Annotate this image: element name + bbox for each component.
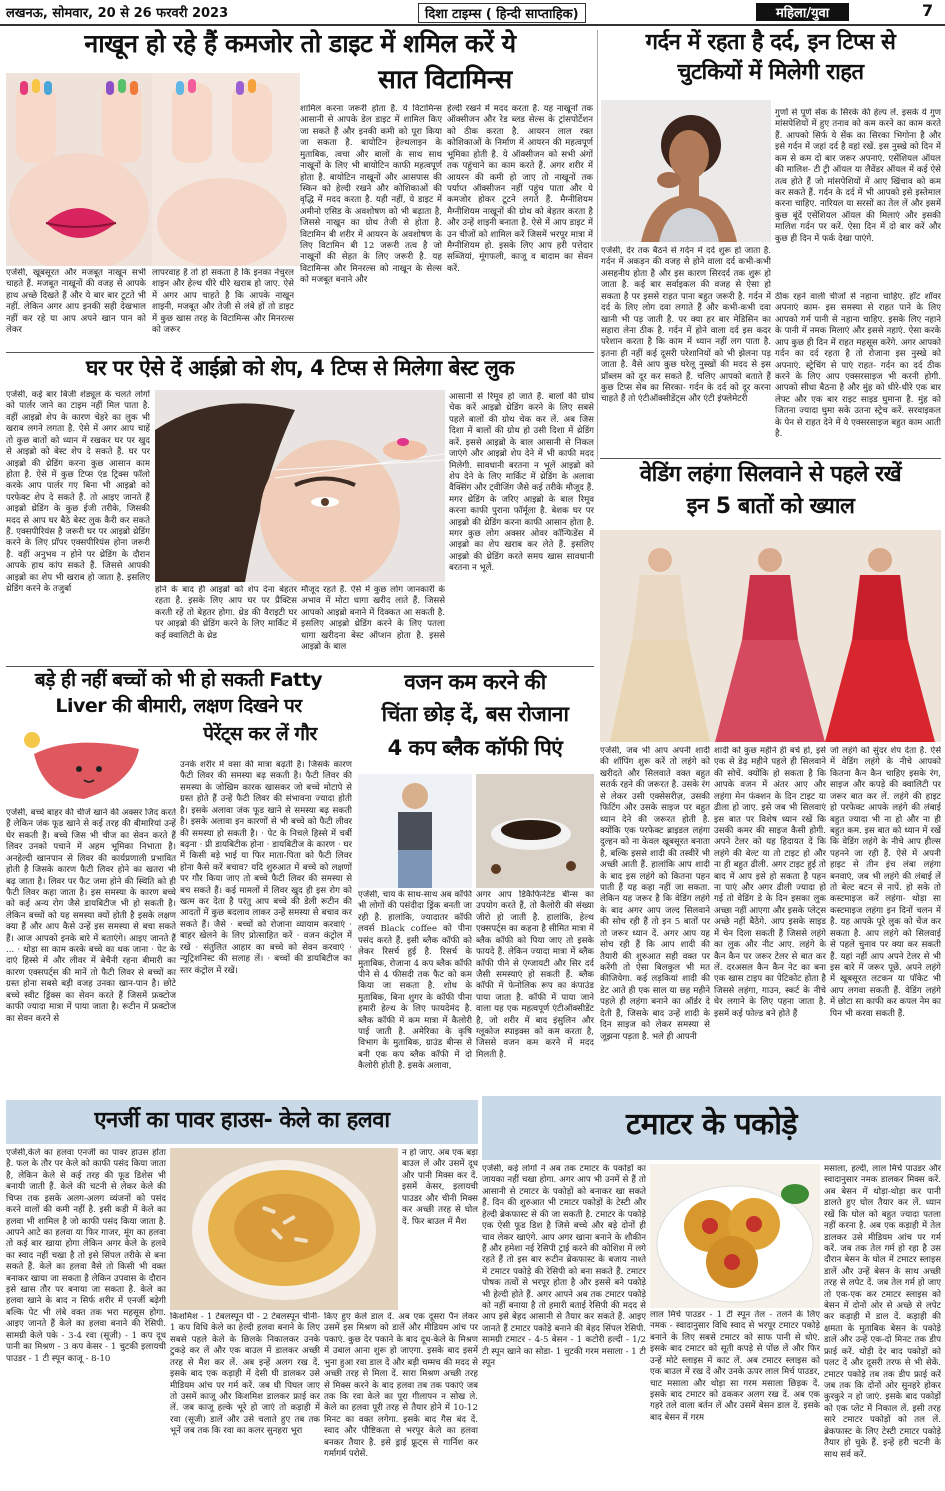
liver-col-2: उनके शरीर में वसा की मात्रा बढ़ती है। जिसके कारण फैटी लिवर की समस्या बढ़ सकती है। फैटी लिवर की समस्या के जोखिम कारक खासकर जो बच्चे मोटापे से ग्रस्त होते हैं उन्हें फैटी लिवर की संभावना ज्यादा होती है। इसके अलावा जंक फूड खाने से समस्या बढ़ सकती है। इसके अलावा इन कारणों से भी बच्चे को फैटी लीवर की समस्या हो सकती है। · पेट के निचले हिस्से में चर्बी बढ़ना · प्री डायबिटीक होना · डायबिटीज के कारण · घर में किसी बड़े भाई या फिर माता-पिता को फैटी लिवर होना कैसे करें बचाव? यदि शुरुआत में बच्चे को लक्षणों पर गौर किया जाए तो बच्चे फैटी लिवर की समस्या से बच सकते हैं। कई मामलों में लिवर खुद ही इस रोग को खत्म कर देता है परंतु आप बच्चे की डेली रूटीन की आदतों में कुछ बदलाव लाकर उन्हें समस्या से बचाव कर सकते हैं। जैसे · बच्चों को रोजाना व्यायाम करवाएं · बाहर खेलने के लिए प्रोत्साहित करें · वजन कंट्रोल में रखें · संतुलित आहार का बच्चे को सेवन करवाएं · न्यूट्रिशनिस्ट की सलाह लें। · बच्चों की डायबिटीज का स्तर कंट्रोल में रखें। bbox=[180, 760, 352, 976]
lehenga-col-3: जो लहंगे को सुंदर शेप देता है. ऐसे में वेडिंग लहंगे के नीचे आपको कितना कैन कैन चाहिए इसके रंग, साइज और कपड़े की क्वालिटी पर जरूर बात कर लें. लहंगे की हाइट हो परफेक्ट आपके लहंगे की लंबाई बहुत ज्यादा भी ना हो और ना ही बहुत कम. इस बात को ध्यान में रखें कि वेडिंग लहंगे के नीचे आप हील्स पहनने जा रही हैं. ऐसे में अपनी हाइट से तीन इंच लंबा लहंगा बनवाएं, जब भी लहंगे की लंबाई लें तो बेल्ट बटन से नापें. हो सके तो कस्टमाइज करें लहंगा- थोड़ा सा कस्टमाइज लहंगा इन दिनों चलन में है. यह आपके पूरे लुक को चेंज कर सकता है. आप लहंगे को सिलवाई से पहले चुनाव पर क्या कर सकती हैं. यहां नहीं आप अपने टेलर से भी इस बारे में जरूर पूछें. अपने लहंगे में खूबसूरत लटकन या पॉकेट भी आप लगवा सकती हैं. वेडिंग लहंगे में छोटा सा काफी कर कपल नेम का पिन भी करवा सकती हैं. bbox=[830, 746, 941, 1019]
neck-headline-2: चुटकियों में मिलेगी राहत bbox=[677, 60, 864, 85]
banana-headline: एनर्जी का पावर हाउस- केले का हलवा bbox=[94, 1108, 390, 1133]
nails-photo bbox=[6, 73, 152, 266]
tomato-col-2: लाल मिर्च पाउडर - 1 टी स्पून तेल - तलने के लिए नमक - स्वादानुसार विधि स्वाद से भरपूर टमाटर पकोड़े बनाने के लिए सबसे टमाटर को साफ पानी से धोएं. इसके बाद टमाटर को सूती कपड़े से पोंछ लें और फिर उन्हें मोटे स्लाइस में काट लें. अब टमाटर स्लाइस को एक बाउल में रख दें और उनके ऊपर लाल मिर्च पाउडर, चाट मसाला और थोड़ा सा गरम मसाला छिड़क दें. इसके बाद टमाटर को ढककर अलग रख दें. अब एक गहरे तले वाला बर्तन लें और उसमें बेसन डाल दें. इसके बाद बेसन में गरम bbox=[650, 1310, 820, 1423]
pakoda-photo bbox=[650, 1164, 820, 1308]
nails-col-4: हेल्दी रखने में मदद करता है. यह नाखूनों तक ऑक्सीजन और रेड ब्लड सेल्स के ट्रांसपोर्टेशन को ठीक करता है. आयरन लाल रक्त कोशिकाओं के निर्माण में आयरन की महत्वपूर्ण भूमिका होती है. ये ऑक्सीजन को सभी अंगों तक पहुंचाने का काम करते हैं. अगर शरीर में आयरन की कमी हो जाए तो नाखूनों तक पर्याप्त ऑक्सीजन नहीं पहुंच पाता और ये कमजोर होकर टूटने लगते हैं. मैग्नीशियम मैग्नीशियम नाखूनों की ग्रोथ को बेहतर करता है और उन्हें शाइनी बनाता है. ऐसे में आप डाइट में उन चीजों को शामिल करें जिसमें भरपूर मात्रा में मैग्नीशियम हो. इसके लिए आप हरी पत्तेदार सब्जियां, मूंगफली, काजू व बादाम का सेवन करें. bbox=[447, 104, 593, 274]
dateline: लखनऊ, सोमवार, 20 से 26 फरवरी 2023 bbox=[6, 6, 229, 21]
coffee-headline: वजन कम करने की bbox=[404, 670, 546, 694]
nails-headline-2: सात विटामिन्स bbox=[378, 65, 512, 95]
masthead-bar bbox=[0, 0, 945, 26]
coffee-headline-3: 4 कप ब्लैक कॉफी पिएं bbox=[387, 736, 563, 760]
liver-headline: बड़े ही नहीं बच्चों को भी हो सकती Fatty bbox=[34, 669, 323, 691]
masthead: दिशा टाइम्स ( हिन्दी साप्ताहिक) bbox=[418, 3, 586, 23]
banana-col-3a: न हो जाए. अब एक बड़ा बाउल लें और उसमें दूध और पानी मिक्स कर दें. इसमें केसर, इलायची पाउडर और चीनी मिक्स कर अच्छी तरह से घोल दें. फिर बाउल में मैश bbox=[402, 1148, 478, 1227]
rule bbox=[600, 458, 941, 459]
lehenga-col-2: शादी को कुछ महीने ही बचे हो, इसे एक से डेढ़ महीने पहले ही सिलवाने की सोचें. क्योंकि हो सकता है कि आपके वजन में अंतर आए और लहंगा मेन फंक्शन के दिन टाइट या ढीला हो जाए. इसे जब भी सिलवाएं इस बात पर विशेष ध्यान रखें कि उसकी कमर की साइज कैसी होगी. अपने टेलर को यह हिदायत दें कि लहंगे की बेल्ट या तो टाइट हो और ना ही बहुत ढीली. अगर टाइट हुई तो बाद में आप इसे हो सकता है पहन ना पाएं और अगर ढीली ज्यादा हो गई तो वेडिंग डे के दिन इसका लुक अच्छा नहीं आएगा और इसके प्लेट्स अच्छे नहीं बैठेंगे. आप इसके साइड में चेन दिला सकती हैं जिससे लहंगे का लुक और नीट आए. लहंगे के कैन कैन पर जरूर टेलर से बात कर लें. दरअसल कैन कैन नेट का बना एक खास टाइप का पेटिकोट होता है जिससे लहंगा, गाउन, स्कर्ट के नीचे घेर लगाने के लिए पहना जाता है. इसमें कई फोल्ड बने होते हैं bbox=[714, 746, 826, 1019]
eyebrow-headline: घर पर ऐसे दें आईब्रो को शेप, 4 टिप्स से मिलेगा बेस्ट लुक bbox=[86, 356, 514, 380]
nails-col-3: शामिल करना जरूरी होता है. ये विटामिन्स आसानी से आपके डेल डाइट में शामिल किए जा सकते हैं और इनकी कमी को पूरा किया जा सकता है. बायोटिन हेल्थलाइन के मुताबिक, त्वचा और बालों के साथ साथ नाखूनों के लिए भी बायोटिन काफी महत्वपूर्ण होता है. बायोटिन नाखूनों और आसपास की स्किन को हेल्दी रखने और कोशिकाओं की वृद्धि में मदद करता है. यही नहीं, ये डाइट में अमीनो एसिड के अवशोषण को भी बढ़ाता है, जिससे नाखून का ग्रोथ तेजी से होता है. विटामिन बी शरीर में आयरन के अवशोषण के लिए विटामिन बी 12 जरूरी तत्व है जो नाखूनों की सेहत के लिए जरूरी है. यह विटामिन्स और मिनरल्स को नाखून के सेल्स को मजबूत बनाने और bbox=[300, 104, 442, 286]
halwa-photo bbox=[170, 1148, 398, 1310]
eyebrow-col-1: एजेंसी, कई बार बिजी शेड्यूल के चलते लोगों को पार्लर जाने का टाइम नहीं मिल पाता है. वहीं आइब्रो शेप के कारण चेहरे का लुक भी खराब लगने लगता है. ऐसे में अगर आप चाहें तो कुछ बातों को ध्यान में रखकर घर पर खुद से आइब्रो को बेस्ट शेप दे सकते हैं. घर पर आइब्रो की थ्रेडिंग करना कुछ आसान काम होता है. ऐसे में कुछ टिप्स एंड ट्रिक्स फॉलो करके आप पार्लर गए बिना भी आइब्रो को परफेक्ट शेप दे सकते हैं. तो आइए जानते हैं आइब्रो थ्रेडिंग के कुछ ईजी तरीके, जिसकी मदद से आप घर बैठे बेस्ट लुक कैरी कर सकते हैं. एक्सपीरियंस है जरूरी घर पर आइब्रो थ्रेडिंग करने के लिए प्रॉपर एक्सपीरियंस होना जरूरी है. वहीं अनुभव न होने पर थ्रेडिंग के दौरान आपके हाथ कांप सकते हैं. जिससे आपकी आइब्रो का शेप भी खराब हो जाता है. इसलिए थ्रेडिंग करने के तजुर्बा bbox=[6, 390, 150, 595]
eyebrow-col-3: मौजूद रहते हैं. ऐसे में कुछ लोग जानकारी के अभाव में मोटा धागा खरीद लाते हैं. जिससे आपको आइब्रो बनाने में दिक्कत आ सकती है. इसलिए आइब्रो थ्रेडिंग करने के लिए पतला धागा खरीदना बेस्ट ऑप्शन होता है. इससे आइब्रो के बाल bbox=[301, 585, 445, 653]
column-divider bbox=[597, 30, 598, 460]
nails-photo-right bbox=[152, 73, 300, 266]
neck-col-right: ठीक रहने वाली चीजों से नहाना चाहिए. हॉट शॉवर अपनाएं काम- इस समस्या से राहत पाने के लिए आपको गर्म पानी से नहाना चाहिए. इसके लिए नहाने के पानी में नमक मिलाएं और इससे नहाएं. ऐसा करके आप कुछ ही दिन में राहत महसूस करेंगे. अगर आपको गर्दन का दर्द रहता है तो रोजाना इस नुस्खे को अपनाएं. स्ट्रेचिंग से पाएं राहत- गर्दन का दर्द ठीक करने के लिए आप एक्सरसाइज भी करनी होगी. आपको सीधा बैठना है और मुंह को धीरे-धीरे एक बार लेफ्ट और एक बार राइट साइड घुमाना है. मुंह को जितना ज्यादा घुमा सके उतना स्ट्रेच करें. सरवाइकल के पेन से राहत देने में ये एक्सरसाइज बहुत काम आती है. bbox=[775, 292, 941, 440]
banana-col-1: एजेंसी,केले का हलवा एनर्जी का पावर हाउस होता है. फल के तौर पर केले को काफी पसंद किया जाता है, लेकिन केले से कई तरह की फूड डिशेस भी बनायी जाती हैं. केले की चटनी से लेकर केले की चिप्स तक इसके अलग-अलग व्यंजनों को पसंद करने वालों की कमी नहीं है. इसी कड़ी में केले का हलवा भी शामिल है जो काफी पसंद किया जाता है. आपने आटे का हलवा या फिर गाजर, मूंग का हलवा तो कई बार खाया होगा लेकिन अगर केले के हलवे का स्वाद नहीं चखा है तो इसे सिंपल तरीके से बना सकते हैं. केले का हलवा वैसे तो किसी भी वक्त बनाकर खाया जा सकता है लेकिन उपवास के दौरान इसे खास तौर पर बनाया जा सकता है. केले का हलवा खाने के बाद न सिर्फ शरीर में एनर्जी बढ़ेगी बल्कि पेट भी लंबे वक्त तक भरा महसूस होगा. आइए जानते हैं केले का हलवा बनाने की रेसिपी. सामग्री केले पके - 3-4 रवा (सूजी) - 1 कप दूध पानी का मिश्रण - 3 कप केसर - 1 चुटकी इलायची पाउडर - 1 टी स्पून काजू - 8-10 bbox=[6, 1148, 166, 1364]
coffee-headline-2: चिंता छोड़ दें, बस रोजाना bbox=[381, 702, 569, 726]
coffee-photo-right bbox=[476, 774, 594, 888]
lehenga-headline: वेडिंग लहंगा सिलवाने से पहले रखें bbox=[639, 462, 902, 487]
page-number: 7 bbox=[922, 1, 934, 20]
nails-col-2: लापरवाह है तो हो सकता है कि इनका नेचुरल शाइन और हेल्थ धीरे धीरे खराब हो जाए. ऐसे में अगर आप चाहते है कि आपके नाखून शाइनी, मजबूत और तेजी से लंबे हों तो डाइट में कुछ खास तरह के विटामिन्स और मिनरल्स को जरूर bbox=[152, 268, 294, 336]
nails-headline: नाखून हो रहे हैं कमजोर तो डाइट में शमिल करें ये bbox=[84, 29, 516, 58]
coffee-photo-left bbox=[358, 774, 472, 888]
eyebrow-col-2: होने के बाद ही आइब्रो को शेप देना बेहतर रहता है. इसके लिए आप घर पर प्रैक्टिस करती रहें तो बेहतर होगा. थ्रेड की वैराइटी घर पर आइब्रो की थ्रेडिंग करने के लिए मार्किट में कई क्वालिटी के थ्रेड bbox=[155, 585, 297, 641]
banana-col-2: किशमिश - 1 टेबलस्पून घी - 2 टेबलस्पून चीनी- 1 कप विधि केले का हेल्दी हलवा बनाने के लिए सबसे पहले केले के छिलके निकालकर उनके टुकड़े कर लें और एक बाउल में डालकर अच्छी तरह से मैश कर लें. अब इन्हें अलग रख दें. इसके बाद एक कड़ाही में देसी घी डालकर उसे मीडियम आंच पर गर्म करें. जब घी पिघल जाए तो उसमें काजू और किशमिश डालकर फ्राई कर लें. जब काजू हल्के भूरे हो जाएं तो कड़ाही में रवा (सूजी) डालें और उसे चलाते हुए तब तक भूनें जब तक कि रवा का कलर सुनहरा भूरा bbox=[170, 1312, 320, 1437]
neck-headline: गर्दन में रहता है दर्द, इन टिप्स से bbox=[645, 30, 896, 55]
section-label: महिला/युवा bbox=[756, 3, 849, 21]
nails-col-1: एजेंसी, खूबसूरत और मजबूत नाखून सभी चाहते हैं. मजबूत नाखूनों की वजह से आपके हाथ अच्छे दिखते हैं और ये बार बार टूटते भी नहीं. लेकिन अगर आप इनकी सही देखभाल नहीं कर रहे या आप अपने खान पान को लेकर bbox=[6, 268, 146, 336]
tomato-headline: टमाटर के पकोड़े bbox=[625, 1107, 798, 1142]
liver-headline-2: Liver की बीमारी, लक्षण दिखने पर bbox=[55, 695, 302, 717]
lehenga-headline-2: इन 5 बातों को ख्याल bbox=[686, 494, 855, 519]
neck-photo bbox=[601, 100, 771, 242]
rule bbox=[6, 666, 594, 667]
lehenga-col-1: एजेंसी, जब भी आप अपनी शादी की शॉपिंग शुरू करें तो लहंगे को खरीदते और सिलवाते वक्त बहुत सतर्क रहने की जरूरत है. उसके रंग से लेकर उसी एक्सेसरीज़, उसकी फिटिंग और उसके साइज पर बहुत ध्यान देने की जरूरत होती है. क्योंकि एक परफेक्ट ब्राइडल लहंगा दुल्हन को ना केवल खूबसूरत बनाता है, बल्कि इससे शादी की तस्वीरें भी अच्छी आती हैं. हालांकि आप शादी के बाद इस लहंगे को कितना पहन पाती हैं यह कहा नहीं जा सकता. लेकिन यह जरूर है कि वेडिंग लहंगे के बाद अगर आप जल्द सिलवाने की सोच रही हैं तो इन 5 बातों पर तो जरूर ध्यान दें. अगर आप यह सोच रही हैं कि आप शादी की तैयारी की शुरुआत सही वक्त पर करेंगी तो ऐसा बिलकुल भी मत कीजियेगा. कई लड़कियां शादी की डेट आते ही एक साल या छह महीने पहले ही लहंगा बनाने का ऑर्डर दे देती हैं, जिसके बाद उन्हें शादी के दिन साइज को लेकर समस्या से जूझना पड़ता है. भले ही आपनी bbox=[600, 746, 710, 1042]
tomato-col-1: एजेंसी, कई लोगों ने अब तक टमाटर के पकोड़ों का जायका नहीं चखा होगा. अगर आप भी उनमें से हैं तो आसानी से टमाटर के पकोड़ों को बनाकर खा सकते हैं. दिन की शुरुआत भी टमाटर पकोड़ों के टेस्टी और हेल्दी ब्रेकफास्ट से की जा सकती है. टमाटर के पकोड़े एक ऐसी फूड डिश है जिसे बच्चे और बड़े दोनों ही चाव लेकर खाएंगे. आप अगर खाना बनाने के शौकीन हैं और हमेशा नई रेसिपी ट्राई करने की कोशिश में लगे रहते हैं तो इस बार रूटीन ब्रेकफास्ट के बजाय नाश्ते में टमाटर पकोड़े की रेसिपी को बना सकते हैं. टमाटर पोषक तत्वों से भरपूर होता है और इससे बने पकोड़े भी हेल्दी होते हैं. अगर आपने अब तक टमाटर पकोड़े को नहीं बनाया है तो हमारी बताई रेसिपी की मदद से आप इसे बेहद आसानी से तैयार कर सकते हैं. आइए जानते हैं टमाटर पकोड़े बनाने की बेहद सिंपल रेसिपी. सामग्री टमाटर - 4-5 बेसन - 1 कटोरी हल्दी - 1/2 टी स्पून खाने का सोडा- 1 चुटकी गरम मसाला - 1 टी स्पून bbox=[482, 1164, 646, 1369]
neck-col-top: गुणों से पूर्ण सेंक के सिरके की हेल्प लें. इसके ये गुण मांसपेशियों में हुए तनाव को कम करने का काम करते हैं. आपको सिर्फ ये सेंक का सिरका भिगोना है और इसे गर्दन में जहां दर्द है वहां रखें. इस नुस्खे को दिन में कम से कम दो बार जरूर अपनाएं. एसेंशियल ऑयल की मालिश- टी ट्री ऑयल या लैवेंडर ऑयल में कई ऐसे तत्व होते हैं जो मांसपेशियों में आए खिंचाव को कम कर सकते हैं. गर्दन के दर्द में भी आपको इसे इस्तेमाल करना चाहिए. नारियल या सरसों का तेल लें और इसमें कुछ बूंदें एसेंशियल ऑयल की मिलाएं और इसकी मालिश गर्दन पर करें. ऐसा दिन में दो बार करें और कुछ ही दिन में फर्क देखा पाएंगे. bbox=[775, 108, 941, 244]
liver-illustration bbox=[14, 724, 154, 806]
neck-col-left: एजेंसी, देर तक बैठने से गर्दन में दर्द शुरू हो जाता है. गर्दन में अकड़न की वजह से होने वाला दर्द कभी-कभी असहनीय होता है और इस कारण सिरदर्द तक शुरू हो जाता है. कई बार सर्वाइकल की वजह से ऐसा हो सकता है पर इससे राहत पाना बहुत जरूरी है. गर्दन में दर्द के लिए लोग दवा लगाते हैं और कभी-कभी दवा खानी भी पड़ जाती है. पर क्या हर बार मेडिसिन का सहारा लेना ठीक है. गर्दन में होने वाला दर्द इस कदर परेशान करता है कि काम में ध्यान नहीं लग पाता है. इतना ही नहीं कई दूसरी परेशानियों को भी झेलना पड़ जाता है. वैसे आप कुछ घरेलू नुस्खों की मदद से इस प्रॉब्लम को दूर कर सकते हैं. चलिए आपको बताते हैं कुछ टिप्स सेब का सिरका- गर्दन के दर्द को दूर करना चाहते हैं तो एंटीऑक्सीडेंट्स और एंटी इंफ्लेमेटरी bbox=[601, 246, 771, 405]
eyebrow-col-4: आसानी से रिमूव हो जाते हैं. बालों की ग्रोथ चेक करें आइब्रो थ्रेडिंग करने के लिए सबसे पहले बालों की ग्रोथ चेक कर लें. अब जिस दिशा में बालों की ग्रोथ हो उसी दिशा में थ्रेडिंग करें. इससे आइब्रो के बाल आसानी से निकल जाएंगे और आइब्रो शेप देने में भी काफी मदद मिलेगी. सावधानी बरतना न भूलें आइब्रो को शेप देने के लिए मार्किट में थ्रेडिंग के अलावा वैक्सिंग और ट्वीजिंग जैसे कई तरीके मौजूद हैं. मगर थ्रेडिंग के जरिए आइब्रो के बाल रिमूव करना काफी पुराना फॉर्मूला है. बेशक घर पर आइब्रो की थ्रेडिंग करना काफी आसान होता है. मगर कुछ लोग अक्सर ओवर कॉन्फिडेंस में आइब्रो का शेप खराब कर लेते हैं. इसलिए आइब्रो की थ्रेडिंग करते समय खास सावधानी बरतना न भूलें. bbox=[449, 392, 594, 574]
coffee-col-1: एजेंसी, चाय के साथ-साथ अब कॉफी भी लोगों की पसंदीदा ड्रिंक बनती जा रही है. हालांकि, ज्यादातर कॉफी लवर्स Black coffee को पीना पसंद करते हैं. इसी ब्लैक कॉफी को लेकर रिसर्च हुई है. रिसर्च के मुताबिक, रोजाना 4 कप ब्लैक कॉफी पीने से 4 फीसदी तक फैट को कम किया जा सकता है. शोध के मुताबिक, बिना शुगर के कॉफी पीना हमारी हेल्थ के लिए फायदेमंद है. ब्लैक कॉफी में कम मात्रा में कैलोरी पाई जाती है. अमेरिका के कृषि विभाग के मुताबिक, ग्राउंड बीन्स से बनी एक कप ब्लैक कॉफी में दो कैलोरी होती है. इसके अलावा, bbox=[358, 890, 472, 1072]
banana-col-3b: किए हुए केले डाल दें. अब एक दूसरा पैन लेकर उसमें इस मिश्रण को डालें और मीडियम आंच पर पकाएं. कुछ देर पकाने के बाद दूध-केले के मिश्रण में उबाल आना शुरू हो जाएगा. इसके बाद इसमें भुना हुआ रवा डाल दें और बड़ी चम्मच की मदद से अच्छी तरह से मिला दें. सारा मिश्रण अच्छी तरह से मिक्स करने के बाद हलवा तब तक पकाएं जब तक कि रवा केले का पूरा गीलापन न सोख ले. केले का हलवा पूरी तरह से तैयार होने में 10-12 मिनट का वक्त लगेगा. इसके बाद गैस बंद दें. स्वाद और पौष्टिकता से भरपूर केले का हलवा बनकर तैयार है. इसे ड्राई फ्रूट्स से गार्निश कर गर्मागर्म परोसें. bbox=[324, 1312, 478, 1460]
eyebrow-photo bbox=[155, 390, 445, 582]
lehenga-photo bbox=[600, 530, 941, 742]
liver-headline-3: पेरेंट्स कर लें गौर bbox=[203, 723, 317, 745]
liver-col-1: एजेंसी, बच्चे बाहर की चीजें खाने की अक्सर जिद करते हैं लेकिन जंक फूड खाने से कई तरह की बीमारियां उन्हें घेर सकती हैं। बच्चे जिस भी चीज का सेवन करते हैं लिवर उनको पचाने में अहम भूमिका निभाता है। अनहेल्दी खानपान से लिवर की कार्यप्रणाली प्रभावित होती है जिसके कारण फैटी लिवर होने का खतरा भी बढ़ जाता है। लिवर पर फैट जमा होने की स्थिति को ही फैटी लिवर कहा जाता है। इस समस्या के कारण बच्चे को कई अन्य रोग जैसे डायबिटीज भी हो सकती है। लेकिन बच्चों को यह समस्या क्यों होती है इसके लक्षण क्या हैं और आप कैसे उन्हें इस समस्या से बचा सकते हैं। आज आपको इनके बारे में बताएंगे। आइए जानते हैं ... · थोड़ा सा काम करके बच्चे का थक जाना · पेट के दाएं हिस्से में और लीवर में बेचैनी रहना बीमारी का कारण एक्सपर्ट्स की मानें तो फैटी लिवर से बच्चों का ग्रस्त होना सबसे बड़ी वजह उनका खान-पान है। छोटे बच्चे स्वीट ड्रिंक्स का सेवन करते हैं जिसमें फ्रक्टोज काफी ज्यादा मात्रा में पाया जाता है। रूटीन में फ्रक्टोज का सेवन करने से bbox=[6, 808, 176, 1024]
rule bbox=[6, 352, 594, 353]
coffee-col-2: अगर आप डिकैफिनेटेड बीन्स का उपयोग करते हैं, तो कैलोरी की संख्या जीरो हो जाती है. हालांकि, हेल्थ एक्सपर्ट्स का कहना है सीमित मात्रा में ब्लैक कॉफी को पिया जाए तो इसके फायदे हैं. लेकिन ज्यादा मात्रा में ब्लैक कॉफी पीने से एंग्जायटी और सिर दर्द जैसी समस्याएं हो सकती हैं. ब्लैक कॉफी में फेनोलिक रूप का कंपाउंड पाया जाता है. कॉफी में पाया जाने वाला यह एक महत्वपूर्ण एंटीऑक्सीडेंट है, जो शरीर में बाद इंसुलिन और ग्लूकोज स्पाइक्स को कम करता है, जिससे वजन कम करने में मदद मिलती है. bbox=[476, 890, 594, 1060]
tomato-col-3: मसाला, हल्दी, लाल मिर्च पाउडर और स्वादानुसार नमक डालकर मिक्स करें. अब बेसन में थोड़ा-थोड़ा कर पानी डालते हुए घोल तैयार कर लें. ध्यान रखें कि घोल को बहुत ज्यादा पतला नहीं करना है. अब एक कड़ाही में तेल डालकर उसे मीडियम आंच पर गर्म करें. जब तक तेल गर्म हो रहा है उस दौरान बेसन के घोल में टमाटर स्लाइस डालें और उन्हें बेसन के साथ अच्छी तरह से लपेट दें. जब तेल गर्म हो जाए तो एक-एक कर टमाटर स्लाइस को बेसन में दोनों ओर से अच्छे से लपेट कर कड़ाही में डाल दें. कड़ाही की क्षमता के मुताबिक बेसन के पकोड़े डालें और उन्हें एक-दो मिनट तक डीप फ्राई करें. थोड़ी देर बाद पकोड़ों को पलट दें और दूसरी तरफ से भी सेकें. टमाटर पकोड़े तब तक डीप फ्राई करें जब तक कि दोनों ओर सुनहरे होकर कुरकुरे न हो जाएं. इसके बाद पकोड़ों को एक प्लेट में निकाल लें. इसी तरह सारे टमाटर पकोड़ों को तल लें. ब्रेकफास्ट के लिए टेस्टी टमाटर पकोड़े तैयार हो चुके हैं. इन्हें हरी चटनी के साथ सर्व करें. bbox=[824, 1164, 941, 1460]
